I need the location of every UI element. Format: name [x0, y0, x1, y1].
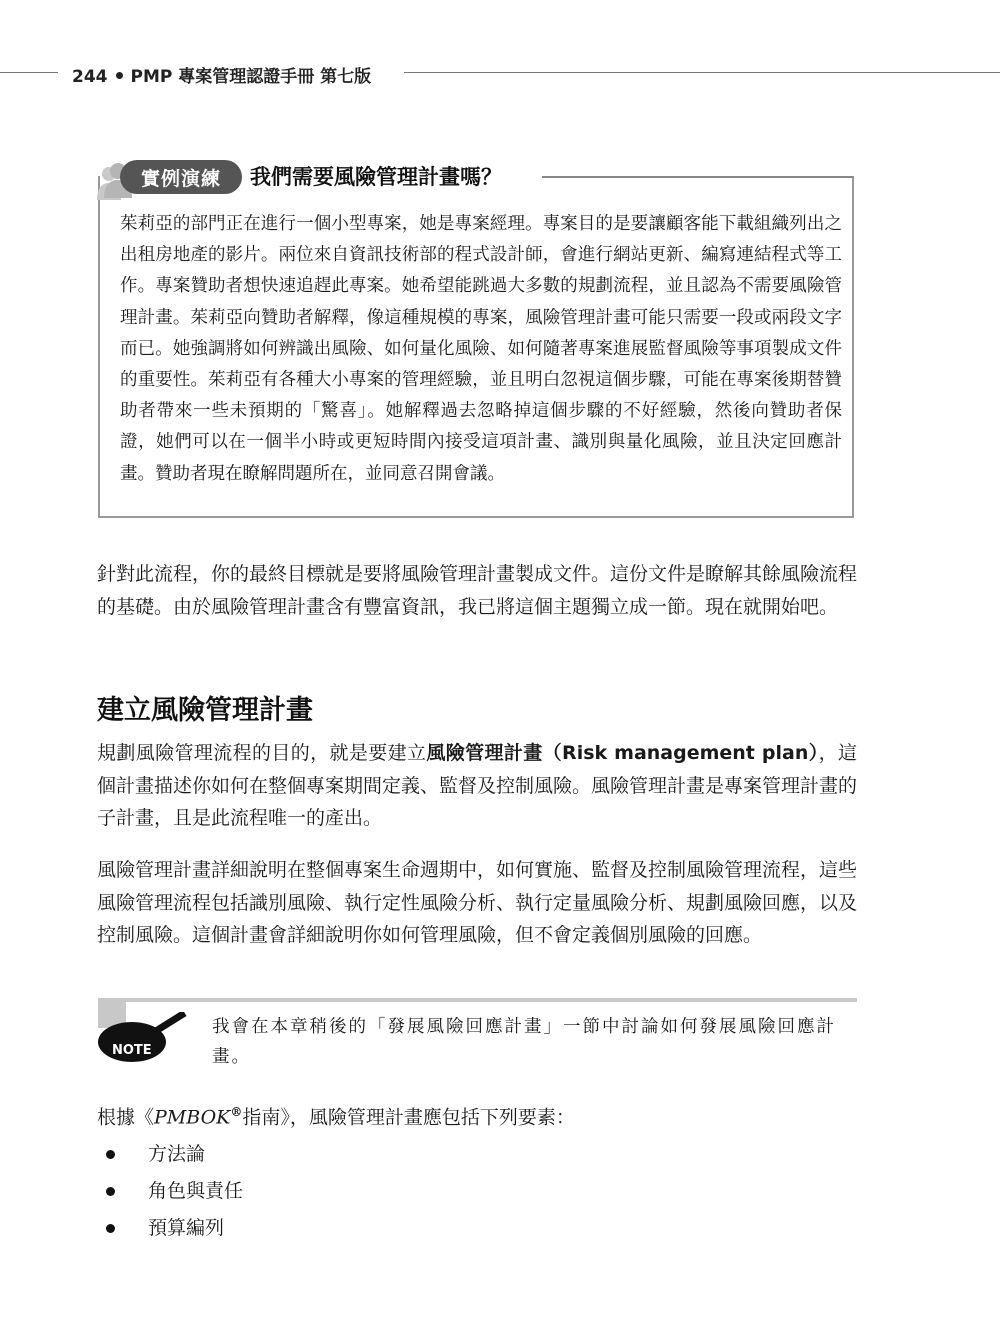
bullet-icon	[106, 1150, 115, 1159]
note-text: 我會在本章稍後的「發展風險回應計畫」一節中討論如何發展風險回應計畫。	[212, 1017, 836, 1067]
list-item-text: 角色與責任	[148, 1180, 244, 1202]
pmbok-after: ，風險管理計畫應包括下列要素：	[289, 1106, 575, 1129]
para1-text-before: 規劃風險管理流程的目的，就是要建立	[97, 742, 427, 764]
list-item-text: 方法論	[148, 1143, 206, 1165]
bullet-icon	[106, 1224, 115, 1233]
book-title: PMP 專案管理認證手冊 第七版	[130, 67, 372, 87]
pmbok-title: PMBOK	[154, 1106, 231, 1129]
bullet-dot-icon	[116, 72, 123, 79]
section-heading: 建立風險管理計畫	[97, 695, 313, 726]
pmbok-intro-line	[97, 1096, 857, 1134]
risk-management-plan-term: 風險管理計畫（Risk management plan）	[426, 742, 819, 764]
pmbok-guide: 指南》	[242, 1106, 290, 1129]
section-paragraph-2: 風險管理計畫詳細說明在整個專案生命週期中，如何實施、監督及控制風險管理流程，這些風險管理流程包括識別風險、執行定性風險分析、執行定量風險分析、規劃風險回應，以及控制風險。這個計畫會詳細說明你如何管理風險，但不會定義個別風險的回應。	[97, 859, 858, 946]
case-study-title-rule	[542, 176, 854, 178]
intro-paragraph: 針對此流程，你的最終目標就是要將風險管理計畫製成文件。這份文件是瞭解其餘風險流程的基礎。由於風險管理計畫含有豐富資訊，我已將這個主題獨立成一節。現在就開始吧。	[97, 563, 858, 618]
header-rule-left	[0, 72, 58, 73]
case-study-title: 我們需要風險管理計畫嗎？	[250, 165, 502, 189]
running-header	[72, 62, 371, 87]
para1-text-after: ，這個計畫描述你如何在整個專案期間定義、監督及控制風險。風險管理計畫是專案管理計畫的子計畫，且是此流程唯一的產出。	[97, 742, 858, 829]
section-paragraph-1	[97, 737, 857, 835]
note-rule	[126, 998, 857, 1002]
bullet-icon	[106, 1187, 115, 1196]
pmbok-before: 根據《	[97, 1106, 155, 1129]
list-item-text: 預算編列	[148, 1217, 225, 1239]
case-study-body: 茱莉亞的部門正在進行一個小型專案，她是專案經理。專案目的是要讓顧客能下載組織列出之出租房地產的影片。兩位來自資訊技術部的程式設計師，會進行網站更新、編寫連結程式等工作。專案贊助者想快速追趕此專案。她希望能跳過大多數的規劃流程，並且認為不需要風險管理計畫。茱莉亞向贊助者解釋，像這種規模的專案，風險管理計畫可能只需要一段或兩段文字而已。她強調將如何辨識出風險、如何量化風險、如何隨著專案進展監督風險等事項製成文件的重要性。茱莉亞有各種大小專案的管理經驗，並且明白忽視這個步驟，可能在專案後期替贊助者帶來一些未預期的「驚喜」。她解釋過去忽略掉這個步驟的不好經驗，然後向贊助者保證，她們可以在一個半小時或更短時間內接受這項計畫、識別與量化風險，並且決定回應計畫。贊助者現在瞭解問題所在，並同意召開會議。	[120, 214, 842, 484]
note-icon	[96, 1012, 188, 1064]
registered-mark: ®	[230, 1105, 243, 1119]
case-study-tag: 實例演練	[120, 160, 242, 194]
page-number: 244	[72, 67, 108, 87]
header-rule-right	[404, 72, 1000, 73]
note-icon-label: NOTE	[112, 1043, 152, 1058]
